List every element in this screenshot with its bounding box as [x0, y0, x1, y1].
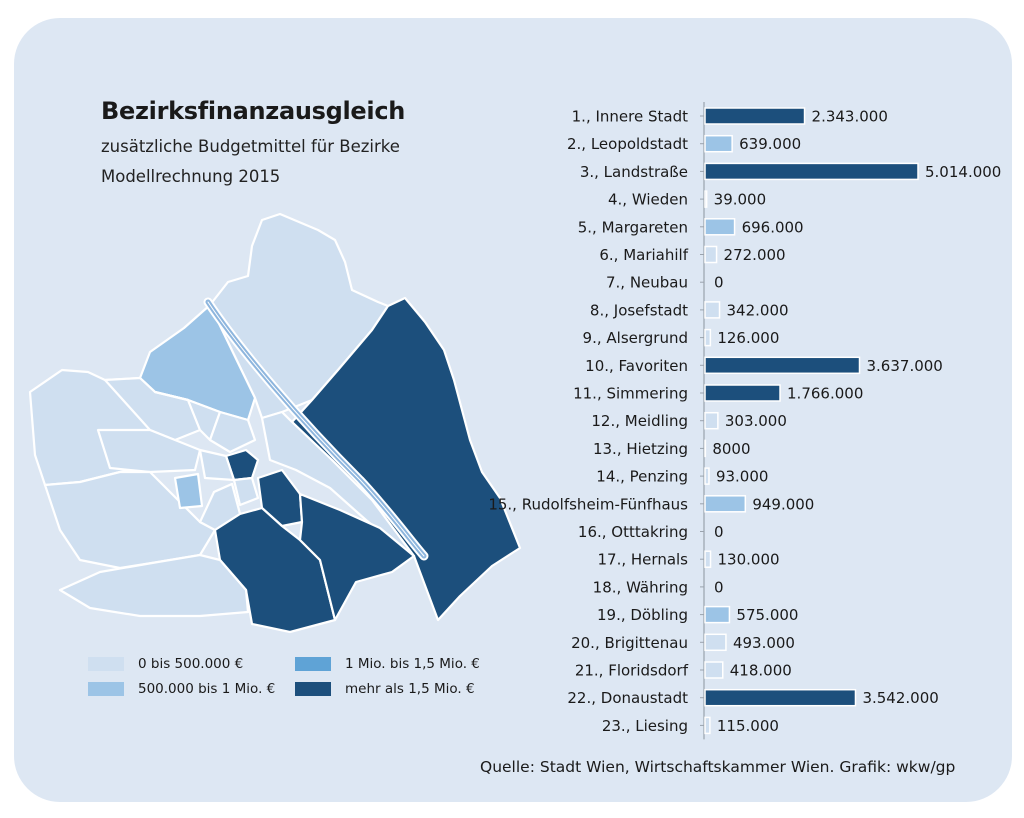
bar-value-label: 696.000 [741, 218, 804, 237]
bar-category-label: 19., Döbling [596, 606, 688, 625]
bar-category-label: 8., Josefstadt [589, 301, 688, 320]
bar [705, 163, 918, 179]
bar-value-label: 130.000 [717, 550, 780, 569]
bar-value-label: 126.000 [717, 329, 780, 348]
bar [705, 551, 711, 567]
bar [705, 690, 855, 706]
bar [705, 108, 805, 124]
legend-label-mid: 500.000 bis 1 Mio. € [138, 681, 276, 697]
bar [705, 385, 780, 401]
chart-subtitle-year: Modellrechnung 2015 [101, 167, 281, 186]
bar-value-label: 3.542.000 [862, 689, 939, 708]
bar-value-label: 0 [714, 578, 724, 597]
bar-category-label: 6., Mariahilf [599, 246, 688, 264]
bar [705, 717, 710, 733]
chart-subtitle: zusätzliche Budgetmittel für Bezirke [101, 137, 400, 156]
bar-value-label: 949.000 [752, 495, 815, 514]
bar-category-label: 4., Wieden [607, 190, 688, 209]
bar-category-label: 17., Hernals [597, 550, 688, 569]
bar-value-label: 2.343.000 [811, 107, 888, 126]
bar [705, 219, 735, 235]
bar-category-label: 23., Liesing [601, 716, 688, 735]
bar-value-label: 8000 [712, 439, 751, 458]
bar-value-label: 3.637.000 [866, 356, 943, 375]
legend-label-low: 0 bis 500.000 € [138, 656, 244, 672]
bar-value-label: 115.000 [716, 716, 779, 735]
bar-category-label: 1., Innere Stadt [571, 107, 688, 126]
bar [705, 330, 710, 346]
bar-category-label: 3., Landstraße [579, 162, 688, 181]
bar-category-label: 18., Währing [592, 578, 688, 597]
bar [705, 191, 707, 207]
legend-label-top: mehr als 1,5 Mio. € [345, 681, 475, 697]
bar [705, 357, 860, 373]
bar [705, 468, 709, 484]
chart-title: Bezirksfinanzausgleich [101, 97, 406, 125]
bar-category-label: 16., Otttakring [577, 523, 688, 541]
bar-category-label: 21., Floridsdorf [574, 661, 688, 680]
bar [705, 496, 745, 512]
bar-category-label: 5., Margareten [577, 218, 688, 237]
bar-value-label: 418.000 [729, 661, 792, 680]
bar [705, 302, 720, 318]
bar-value-label: 93.000 [715, 467, 769, 486]
bar-category-label: 12., Meidling [591, 412, 688, 431]
bar-category-label: 9., Alsergrund [582, 329, 688, 348]
bar-value-label: 1.766.000 [787, 384, 864, 403]
bar-category-label: 20., Brigittenau [571, 633, 688, 652]
bar [705, 247, 717, 263]
bar-value-label: 272.000 [723, 246, 786, 264]
bar-value-label: 5.014.000 [925, 162, 1002, 181]
bar-value-label: 493.000 [732, 633, 795, 652]
bar-value-label: 575.000 [736, 606, 799, 625]
bar [705, 136, 732, 152]
bar-value-label: 342.000 [726, 301, 789, 320]
bar [705, 607, 729, 623]
bar [705, 634, 726, 650]
bar-category-label: 22., Donaustadt [567, 689, 688, 708]
bar-value-label: 303.000 [724, 412, 787, 431]
legend-label-high: 1 Mio. bis 1,5 Mio. € [345, 656, 480, 672]
bar-category-label: 13., Hietzing [592, 439, 688, 458]
source-note: Quelle: Stadt Wien, Wirtschaftskammer Wien. Grafik: wkw/gp [480, 758, 956, 776]
bar-category-label: 14., Penzing [596, 467, 688, 486]
bar-category-label: 7., Neubau [605, 273, 688, 292]
bar-category-label: 15., Rudolfsheim-Fünfhaus [488, 495, 688, 514]
bar-value-label: 639.000 [739, 135, 802, 154]
bar [705, 413, 718, 429]
bar-category-label: 11., Simmering [573, 384, 688, 403]
bar-value-label: 39.000 [713, 190, 767, 209]
bar-value-label: 0 [714, 523, 724, 541]
bar-category-label: 10., Favoriten [585, 356, 688, 375]
bar [705, 662, 723, 678]
bar-value-label: 0 [714, 273, 724, 292]
bar-category-label: 2., Leopoldstadt [566, 135, 688, 154]
